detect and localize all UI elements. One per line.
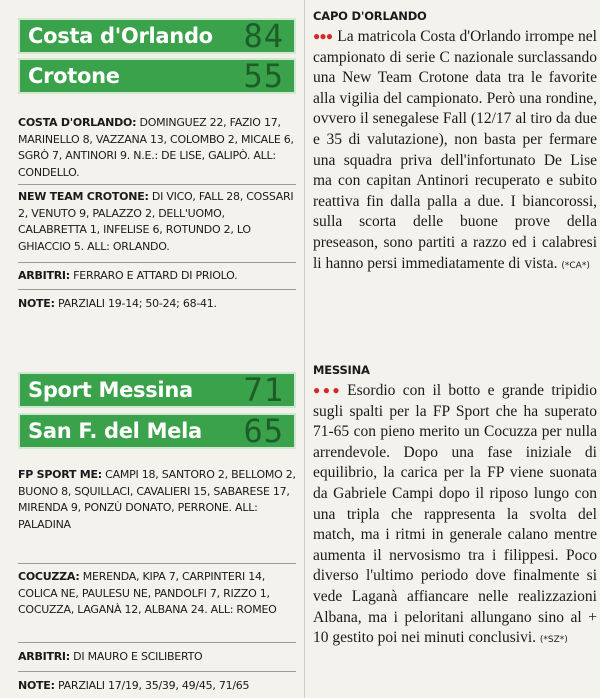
referees-text: DI MAURO E SCILIBERTO bbox=[69, 650, 203, 663]
article-text: Esordio con il botto e grande tripidio sugli spalti per la FP Sport che ha superato 71-65 con pieno merito un Cocuzza per nulla arrendevole. Dopo una fase iniziale di equilibrio, la carica per la FP viene suonata da Gabriele Campi dopo il riposo lungo con una tripla che rappresenta la svolta del match, ma i ritmi in generale calano mentre aumenta il nervosismo tra i filippesi. Poco diverso l'ultimo periodo dove finalmente si vede Laganà affiancare nelle realizzazioni Albana, ma i peloritani allungano sino al + 10 gestito poi nei minuti conclusivi. bbox=[313, 382, 597, 647]
team-name: San F. del Mela bbox=[28, 419, 202, 443]
team-score: 84 bbox=[243, 17, 284, 55]
referees-label: ARBITRI: bbox=[18, 269, 70, 282]
article-heading: CAPO D'ORLANDO bbox=[313, 9, 427, 23]
referees-game-1 bbox=[18, 268, 296, 285]
article-byline: (*CA*) bbox=[561, 260, 590, 271]
lineup-label: COCUZZA: bbox=[18, 570, 80, 583]
divider bbox=[18, 289, 296, 290]
team-name: Crotone bbox=[28, 64, 120, 88]
notes-text: PARZIALI 19-14; 50-24; 68-41. bbox=[54, 297, 217, 310]
team-score: 71 bbox=[243, 371, 284, 409]
lineup-text: DOMINGUEZ 22, FAZIO 17, MARINELLO 8, VAZZANA 13, COLOMBO 2, MICALE 6, SGRÒ 7, ANTINORI 9. N.E.: DE LISE, GALIPÒ. ALL: CONDELLO. bbox=[18, 116, 294, 179]
article-byline: (*SZ*) bbox=[539, 635, 568, 646]
lineup-text: MERENDA, KIPA 7, CARPINTERI 14, COLICA NE, PAULESU NE, PANDOLFI 7, RIZZO 1, COCUZZA, LAGANÀ 12, ALBANA 24. ALL: ROMEO bbox=[18, 570, 277, 616]
team-name: Sport Messina bbox=[28, 378, 193, 402]
team-score: 65 bbox=[243, 412, 284, 450]
divider bbox=[18, 671, 296, 672]
away-team-bar-game-2 bbox=[18, 413, 296, 449]
lineup-home-game-2 bbox=[18, 467, 296, 533]
lineup-home-game-1 bbox=[18, 115, 296, 181]
divider bbox=[18, 262, 296, 263]
divider bbox=[18, 563, 296, 564]
lineup-text: DI VICO, FALL 28, COSSARI 2, VENUTO 9, PALAZZO 2, DELL'UOMO, CALABRETTA 1, INFELISE 6, ROTUNDO 2, LO GHIACCIO 5. ALL: ORLANDO. bbox=[18, 190, 294, 253]
divider bbox=[18, 642, 296, 643]
article-body bbox=[313, 380, 597, 651]
lineup-label: FP SPORT ME: bbox=[18, 468, 102, 481]
article-heading: MESSINA bbox=[313, 363, 370, 377]
referees-text: FERRARO E ATTARD DI PRIOLO. bbox=[69, 269, 238, 282]
lineup-away-game-2 bbox=[18, 569, 296, 619]
referees-label: ARBITRI: bbox=[18, 650, 70, 663]
lineup-away-game-1 bbox=[18, 189, 296, 255]
reports-column bbox=[313, 0, 597, 698]
team-name: Costa d'Orlando bbox=[28, 24, 213, 48]
notes-label: NOTE: bbox=[18, 679, 55, 692]
team-score: 55 bbox=[243, 57, 284, 95]
column-divider bbox=[304, 0, 305, 698]
article-text: La matricola Costa d'Orlando irrompe nel campionato di serie C nazionale surclassando una New Team Crotone data tra le favorite alla vigilia del campionato. Però una rondine, ovvero il senegalese Fall (12/17 al tiro da due e 35 di valutazione), non basta per fermare una squadra priva dell'infortunato De Lise ma con capitan Antinori recuperato e subito reattiva fin dalla palla a due. I biancorossi, sulla scorta delle buone prove della preseason, sono partiti a razzo ed i calabresi li hanno persi immediatamente di vista. bbox=[313, 28, 597, 272]
lineup-text: CAMPI 18, SANTORO 2, BELLOMO 2, BUONO 8, SQUILLACI, CAVALIERI 15, SABARESE 17, MIRENDA 9, PONZÙ DONATO, PERRONE. ALL: PALADINA bbox=[18, 468, 296, 531]
home-team-bar-game-2 bbox=[18, 372, 296, 408]
notes-game-2 bbox=[18, 678, 296, 695]
lineup-label: COSTA D'ORLANDO: bbox=[18, 116, 137, 129]
bullet-dots-icon: ●●● bbox=[313, 383, 343, 397]
away-team-bar-game-1 bbox=[18, 58, 296, 94]
divider bbox=[18, 184, 296, 185]
notes-label: NOTE: bbox=[18, 297, 55, 310]
lineup-label: NEW TEAM CROTONE: bbox=[18, 190, 149, 203]
notes-game-1 bbox=[18, 296, 296, 313]
referees-game-2 bbox=[18, 649, 296, 666]
bullet-dots-icon: ●●● bbox=[313, 29, 333, 43]
article-body bbox=[313, 26, 597, 276]
notes-text: PARZIALI 17/19, 35/39, 49/45, 71/65 bbox=[54, 679, 250, 692]
home-team-bar-game-1 bbox=[18, 18, 296, 54]
